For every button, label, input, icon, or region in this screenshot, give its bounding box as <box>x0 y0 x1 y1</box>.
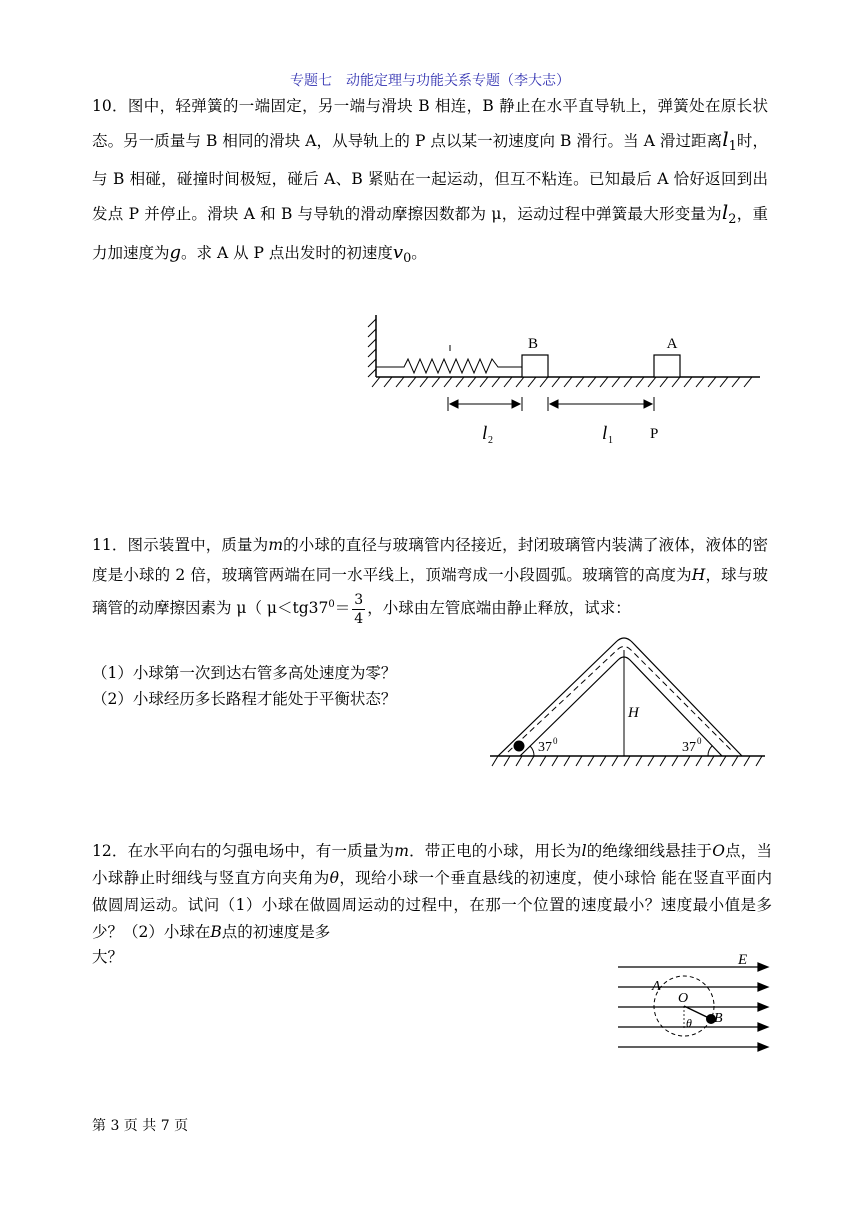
fraction-denominator: 4 <box>354 610 364 627</box>
p11-text-b: 的小球的直径与玻璃管内径接近，封闭玻璃管内装满了液体，液体的密度是小球的 2 倍，玻璃管两端在同一水平线上，顶端弯成一小段圆弧。玻璃管的高度为 <box>92 536 768 584</box>
fraction-3-4 <box>352 591 365 628</box>
p12-text-g: 大？ <box>92 948 124 966</box>
p10-v0: v <box>392 242 404 264</box>
field-lines <box>618 963 768 1051</box>
p11-text-a: 11．图示装置中，质量为 <box>92 536 269 554</box>
slider-a <box>654 355 680 377</box>
label-angle-left: 37 <box>538 740 552 755</box>
label-a: A <box>652 979 661 994</box>
p11-question-2: （2）小球经历多长路程才能处于平衡状态？ <box>92 690 397 708</box>
problem-12-figure <box>612 950 772 1060</box>
p12-text-b: ．带正电的小球，用长为 <box>408 842 582 860</box>
problem-10-text <box>92 90 768 275</box>
p12-text-c: 的绝缘细线悬挂于 <box>586 842 713 860</box>
p12-o: O <box>712 842 725 860</box>
p12-text-d: 点，当小球静止时细线与竖直方向夹角为 <box>92 842 772 887</box>
angle-arc-right <box>708 746 712 756</box>
p10-l2-sub: 2 <box>728 212 737 228</box>
label-p: P <box>650 426 659 442</box>
p12-text-e: ，现给小球一个垂直悬线的初速度，使小球恰 能在竖直平面内做圆周运动。试问（1）小球在做圆周运动的过程中，在那一个位置的速度最小？速度最小值是多少？（2）小球在 <box>92 869 772 941</box>
p10-v0-sub: 0 <box>403 251 412 267</box>
p11-text-e: ，小球由左管底端由静止释放，试求： <box>367 599 631 618</box>
p12-m: m <box>394 842 409 860</box>
label-l1-sub: 1 <box>608 435 613 446</box>
dimension-l2 <box>448 397 522 411</box>
label-l2-sub: 2 <box>488 435 493 446</box>
p11-question-1: （1）小球第一次到达右管多高处速度为零？ <box>92 664 397 682</box>
p10-part2: 时，与 B 相碰，碰撞时间极短，碰后 A、B 紧贴在一起运动，但互不粘连。已知最后 A 恰好返回到出发点 P 并停止。滑块 A 和 B 与导轨的滑动摩擦因数都为 μ，运动过程中弹簧最大形变量为 <box>92 132 768 224</box>
page-header: 专题七 动能定理与功能关系专题（李大志） <box>290 73 570 89</box>
problem-10-figure <box>340 305 770 465</box>
p11-text-d: ＝ <box>334 599 351 618</box>
label-b: B <box>527 336 539 352</box>
p10-part5: 。 <box>411 244 427 263</box>
label-l1: l <box>602 423 608 444</box>
p10-part3: ，重力加速度为 <box>92 205 768 263</box>
p10-l1: l <box>722 127 729 151</box>
p10-g: g <box>169 242 182 264</box>
p12-b: B <box>210 923 222 941</box>
p10-part4: 。求 A 从 P 点出发时的初速度 <box>181 244 393 263</box>
p12-text-f: 点的初速度是多 <box>221 923 331 941</box>
label-a: A <box>666 336 678 352</box>
label-angle-right: 37 <box>682 740 696 755</box>
label-l2: l <box>482 423 488 444</box>
label-angle-right-deg: 0 <box>697 736 702 746</box>
spring <box>376 359 522 373</box>
p12-text-a: 12．在水平向右的匀强电场中，有一质量为 <box>92 842 395 860</box>
problem-11-text <box>92 530 768 628</box>
p10-l1-sub: 1 <box>728 139 737 155</box>
rail-hatch <box>372 377 752 387</box>
p12-theta: θ <box>329 869 339 887</box>
wall-hatch <box>368 319 376 377</box>
page-footer: 第 3 页 共 7 页 <box>92 1118 189 1134</box>
p12-l: l <box>581 842 587 860</box>
p10-part1: 10．图中，轻弹簧的一端固定，另一端与滑块 B 相连，B 静止在水平直导轨上，弹簧处在原长状态。另一质量与 B 相同的滑块 A，从导轨上的 P 点以某一初速度向 B 滑行。当 A 滑过距离 <box>92 97 768 150</box>
label-o: O <box>678 991 689 1006</box>
label-angle-left-deg: 0 <box>553 736 558 746</box>
slider-b <box>522 355 548 377</box>
label-theta: θ <box>686 1016 692 1030</box>
ground-hatch <box>492 756 762 766</box>
label-h: H <box>628 705 639 721</box>
label-e: E <box>738 952 748 968</box>
label-b: B <box>714 1011 723 1026</box>
p11-h: H <box>691 566 706 584</box>
p11-text-c: ，球与玻璃管的动摩擦因素为 μ（ μ＜tg37 <box>92 566 768 618</box>
p11-deg: 0 <box>328 599 335 610</box>
p10-l2: l <box>721 200 729 225</box>
problem-12-text <box>92 838 772 946</box>
angle-arc-left <box>530 746 534 756</box>
dimension-l1 <box>548 397 654 411</box>
fraction-numerator: 3 <box>354 591 364 608</box>
ball <box>514 741 525 752</box>
p11-m: m <box>268 536 284 554</box>
problem-11-figure <box>490 630 770 775</box>
